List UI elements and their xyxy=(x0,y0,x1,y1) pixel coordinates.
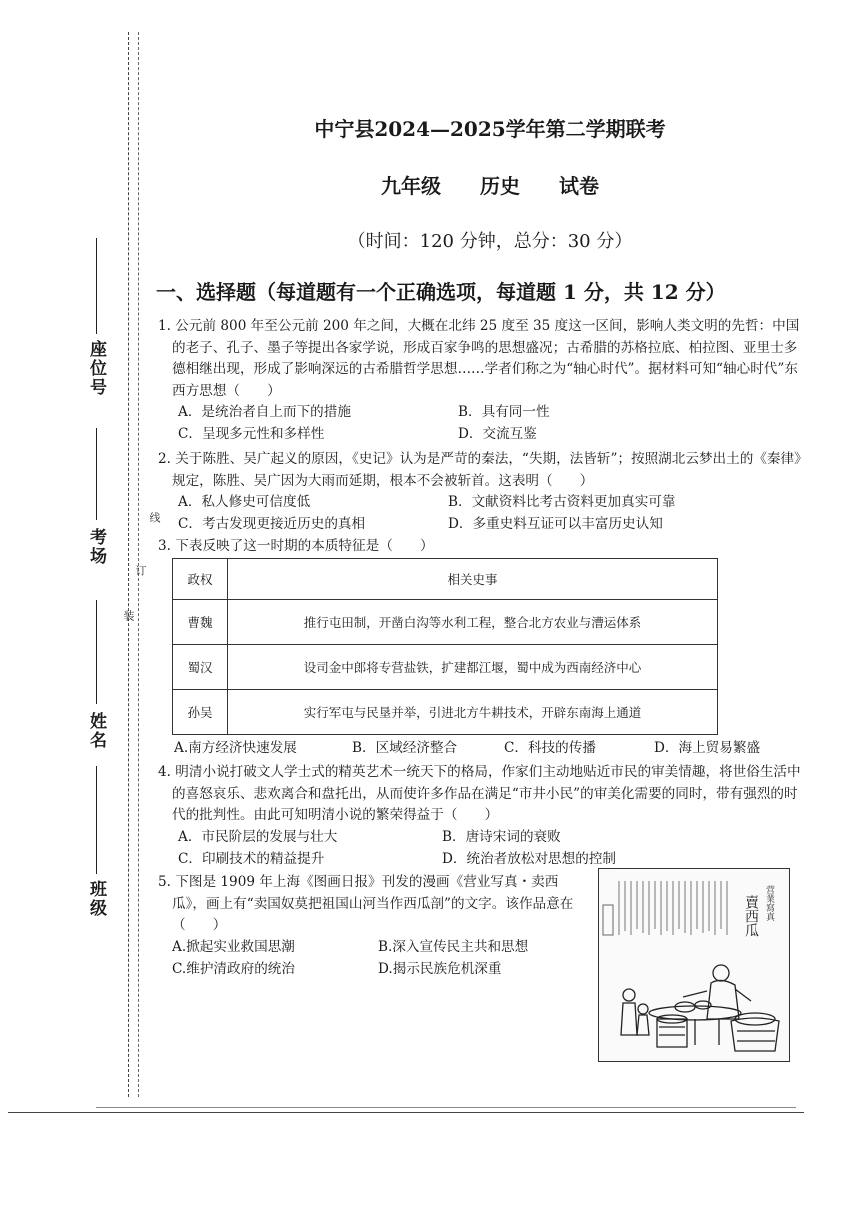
room-label: 考场 xyxy=(86,528,106,566)
question-stem: 1. 公元前 800 年至公元前 200 年之间，大概在北纬 25 度至 35 度这一区间，影响人类文明的先哲：中国的老子、孔子、墨子等提出各家学说，形成百家争鸣的思想盛况；古希腊的苏格拉底、柏拉图、亚里士多德相继出现，形成了影响深远的古希腊哲学思想……学者们称之为“轴心时代”。据材料可知“轴心时代”东西方思想（ ） xyxy=(158,318,800,399)
table-header-cell: 政权 xyxy=(173,559,228,600)
binding-dashed-line xyxy=(128,32,129,1097)
option-b: B.深入宣传民主共和思想 xyxy=(378,938,529,955)
option-d: D.揭示民族危机深重 xyxy=(378,960,502,977)
table-cell: 设司金中郎将专营盐铁，扩建都江堰，蜀中成为西南经济中心 xyxy=(228,645,718,690)
options-row xyxy=(158,937,590,959)
table-row xyxy=(173,690,718,735)
cartoon-watermelon-seller xyxy=(598,868,790,1062)
option-c: C．印刷技术的精益提升 xyxy=(178,850,325,867)
question-stem: 4. 明清小说打破文人学士式的精英艺术一统天下的格局，作家们主动地贴近市民的审美情趣，将世俗生活中的喜怒哀乐、悲欢离合和盘托出，从而使许多作品在满足“市井小民”的审美化需要的同时，带有强烈的时代的批判性。由此可知明清小说的繁荣得益于（ ） xyxy=(158,764,801,823)
cartoon-title-stamp: 营業寫真 xyxy=(764,885,774,921)
room-fill-line xyxy=(96,428,97,520)
cartoon-caption: 賣西瓜 xyxy=(743,895,759,937)
question-4 xyxy=(158,762,808,871)
options-row xyxy=(158,424,808,446)
options-row xyxy=(158,402,808,424)
time-info: （时间：120 分钟，总分：30 分） xyxy=(347,231,633,252)
option-d: D．统治者放松对思想的控制 xyxy=(442,850,617,867)
history-table xyxy=(172,558,718,735)
question-stem: 5. 下图是 1909 年上海《图画日报》刊发的漫画《营业写真・卖西瓜》，画上有“卖国奴莫把祖国山河当作西瓜剖”的文字。该作品意在（ ） xyxy=(158,874,574,933)
table-row xyxy=(173,645,718,690)
table-cell: 曹魏 xyxy=(173,600,228,645)
option-a: A.南方经济快速发展 xyxy=(174,740,297,756)
option-c: C．呈现多元性和多样性 xyxy=(178,426,325,442)
option-b: B．具有同一性 xyxy=(458,404,550,420)
exam-title: 中宁县2024—2025学年第二学期联考 xyxy=(314,117,666,141)
table-cell: 实行军屯与民垦并举，引进北方牛耕技术，开辟东南海上通道 xyxy=(228,690,718,735)
question-3 xyxy=(158,536,808,558)
question-5 xyxy=(158,872,590,981)
option-b: B．文献资料比考古资料更加真实可靠 xyxy=(448,494,676,510)
table-cell: 孙吴 xyxy=(173,690,228,735)
option-a: A．是统治者自上而下的措施 xyxy=(178,404,351,420)
bind-mark-xian: 线 xyxy=(148,512,161,523)
table-header-row xyxy=(173,559,718,600)
bind-mark-ding: 订 xyxy=(134,565,147,576)
question-stem: 3. 下表反映了这一时期的本质特征是（ ） xyxy=(158,538,434,554)
bind-mark-zhuang: 装 xyxy=(122,610,135,621)
options-row xyxy=(158,514,808,536)
name-fill-line xyxy=(96,600,97,704)
seat-fill-line xyxy=(96,238,97,334)
option-a: A．市民阶层的发展与壮大 xyxy=(178,828,338,845)
question-stem: 2. 关于陈胜、吴广起义的原因，《史记》认为是严苛的秦法，“失期，法皆斩”；按照湖北云梦出土的《秦律》规定，陈胜、吴广因为大雨而延期，根本不会被斩首。这表明（ ） xyxy=(158,451,808,489)
question-1 xyxy=(158,316,808,446)
option-d: D．交流互鉴 xyxy=(458,426,537,442)
paper-label: 试卷 xyxy=(558,174,599,198)
subject-label: 历史 xyxy=(480,174,520,198)
options-row xyxy=(158,738,808,760)
option-b: B．区域经济整合 xyxy=(352,740,458,756)
options-row xyxy=(158,492,808,514)
option-c: C．考古发现更接近历史的真相 xyxy=(178,516,366,532)
cartoon-figures xyxy=(621,965,779,1051)
option-c: C.维护清政府的统治 xyxy=(172,960,295,977)
page-bottom-rule xyxy=(8,1112,804,1113)
options-row xyxy=(158,827,808,849)
table-row xyxy=(173,600,718,645)
option-c: C．科技的传播 xyxy=(504,740,596,756)
option-a: A．私人修史可信度低 xyxy=(178,494,311,510)
question-3-options xyxy=(158,738,808,760)
option-b: B．唐诗宋词的衰败 xyxy=(442,828,561,845)
grade-label: 九年级 xyxy=(381,174,442,198)
option-a: A.掀起实业救国思潮 xyxy=(172,938,295,955)
exam-subtitle xyxy=(150,170,830,199)
section-heading: 一、选择题（每道题有一个正确选项，每道题 1 分，共 12 分） xyxy=(156,280,726,304)
class-fill-line xyxy=(96,766,97,874)
table-cell: 蜀汉 xyxy=(173,645,228,690)
options-row xyxy=(158,959,590,981)
option-d: D．海上贸易繁盛 xyxy=(654,740,761,756)
table-cell: 推行屯田制，开凿白沟等水利工程，整合北方农业与漕运体系 xyxy=(228,600,718,645)
option-d: D．多重史料互证可以丰富历史认知 xyxy=(448,516,663,532)
class-label: 班级 xyxy=(86,880,106,918)
question-2 xyxy=(158,449,808,536)
name-label: 姓名 xyxy=(86,712,106,750)
page-bottom-faint-line xyxy=(96,1107,796,1108)
table-header-cell: 相关史事 xyxy=(228,559,718,600)
seat-label: 座位号 xyxy=(86,340,106,397)
cartoon-poem-lines xyxy=(619,881,727,935)
cartoon-illustration xyxy=(599,869,789,1061)
